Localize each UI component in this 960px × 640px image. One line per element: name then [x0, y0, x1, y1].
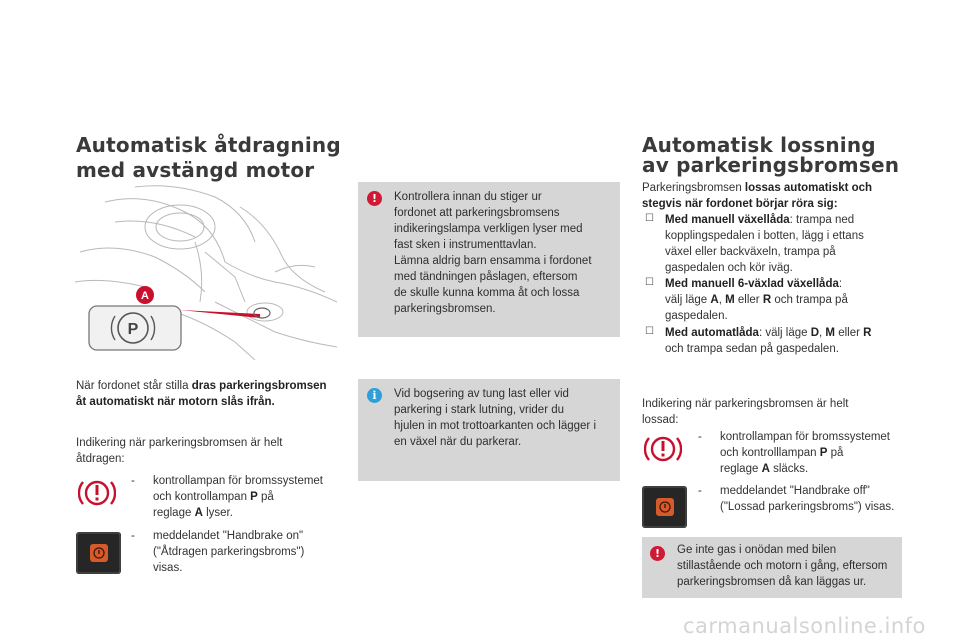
warning-note-box: [358, 182, 620, 337]
left-indication: Indikering när parkeringsbromsen är helt åtdragen:: [76, 437, 283, 465]
left-item2-text: meddelandet "Handbrake on" ("Åtdragen parkeringsbroms") visas.: [153, 530, 305, 574]
watermark: carmanualsonline.info: [683, 614, 926, 638]
right-bullet2: Med manuell 6-växlad växellåda: välj läge A, M eller R och trampa på gaspedalen.: [665, 278, 848, 322]
checkbox-bullet-icon: ☐: [645, 213, 654, 224]
handbrake-message-icon: [642, 486, 687, 528]
right-indication: Indikering när parkeringsbromsen är helt lossad:: [642, 398, 849, 426]
warning-icon: !: [367, 191, 382, 206]
info-note-box: [358, 379, 620, 481]
right-title-line2: av parkeringsbromsen: [642, 153, 900, 177]
warning-note-text: Kontrollera innan du stiger ur fordonet att parkeringsbromsens indikeringslampa verkligen lyser med fast sken i instrumenttavlan. Lämna aldrig barn ensamma i fordonet med tändningen påslagen, eftersom de skulle kunna komma åt och lossa parkeringsbromsen.: [394, 191, 592, 315]
right-bullet1: Med manuell växellåda: trampa ned kopplingspedalen i botten, lägg i ettans växel eller backväxeln, trampa på gaspedalen och kör iväg.: [665, 214, 864, 274]
right-item1-text: kontrollampan för bromssystemet och kontrolllampan P på reglage A släcks.: [720, 431, 891, 475]
checkbox-bullet-icon: ☐: [645, 277, 654, 288]
right-warning-note-text: Ge inte gas i onödan med bilen stillastående och motorn i gång, eftersom parkeringsbromsen då kan läggas ur.: [677, 544, 888, 588]
left-title-line1: Automatisk åtdragning: [76, 133, 341, 157]
right-item2-text: meddelandet "Handbrake off" ("Lossad parkeringsbroms") visas.: [720, 485, 895, 513]
left-title-line2: med avstängd motor: [76, 158, 315, 182]
left-item1-text: kontrollampan för bromssystemet och kontrollampan P på reglage A lyser.: [153, 475, 324, 519]
checkbox-bullet-icon: ☐: [645, 326, 654, 337]
p-key-label: P: [127, 321, 139, 338]
right-bullet3: Med automatlåda: välj läge D, M eller R och trampa sedan på gaspedalen.: [665, 327, 872, 355]
left-intro: När fordonet står stilla dras parkeringsbromsen åt automatiskt när motorn slås ifrån.: [76, 380, 327, 408]
right-title-line1: Automatisk lossning: [642, 133, 876, 157]
handbrake-message-icon: [76, 532, 121, 574]
left-item2-dash: -: [131, 530, 135, 542]
brake-warning-lamp-icon: [644, 432, 682, 471]
right-item1-dash: -: [698, 431, 702, 443]
right-warning-note-box: [642, 537, 902, 598]
right-intro: Parkeringsbromsen lossas automatiskt och stegvis när fordonet börjar röra sig:: [642, 182, 873, 210]
info-icon: i: [367, 388, 382, 403]
right-item2-dash: -: [698, 485, 702, 497]
parking-brake-illustration: [75, 182, 340, 360]
brake-warning-lamp-icon: [78, 476, 116, 515]
warning-icon: !: [650, 546, 665, 561]
left-item1-dash: -: [131, 475, 135, 487]
callout-a-label: A: [141, 290, 149, 302]
info-note-text: Vid bogsering av tung last eller vid parkering i stark lutning, vrider du hjulen in mot trottoarkanten och lägger i en växel när du parkerar.: [394, 388, 597, 448]
